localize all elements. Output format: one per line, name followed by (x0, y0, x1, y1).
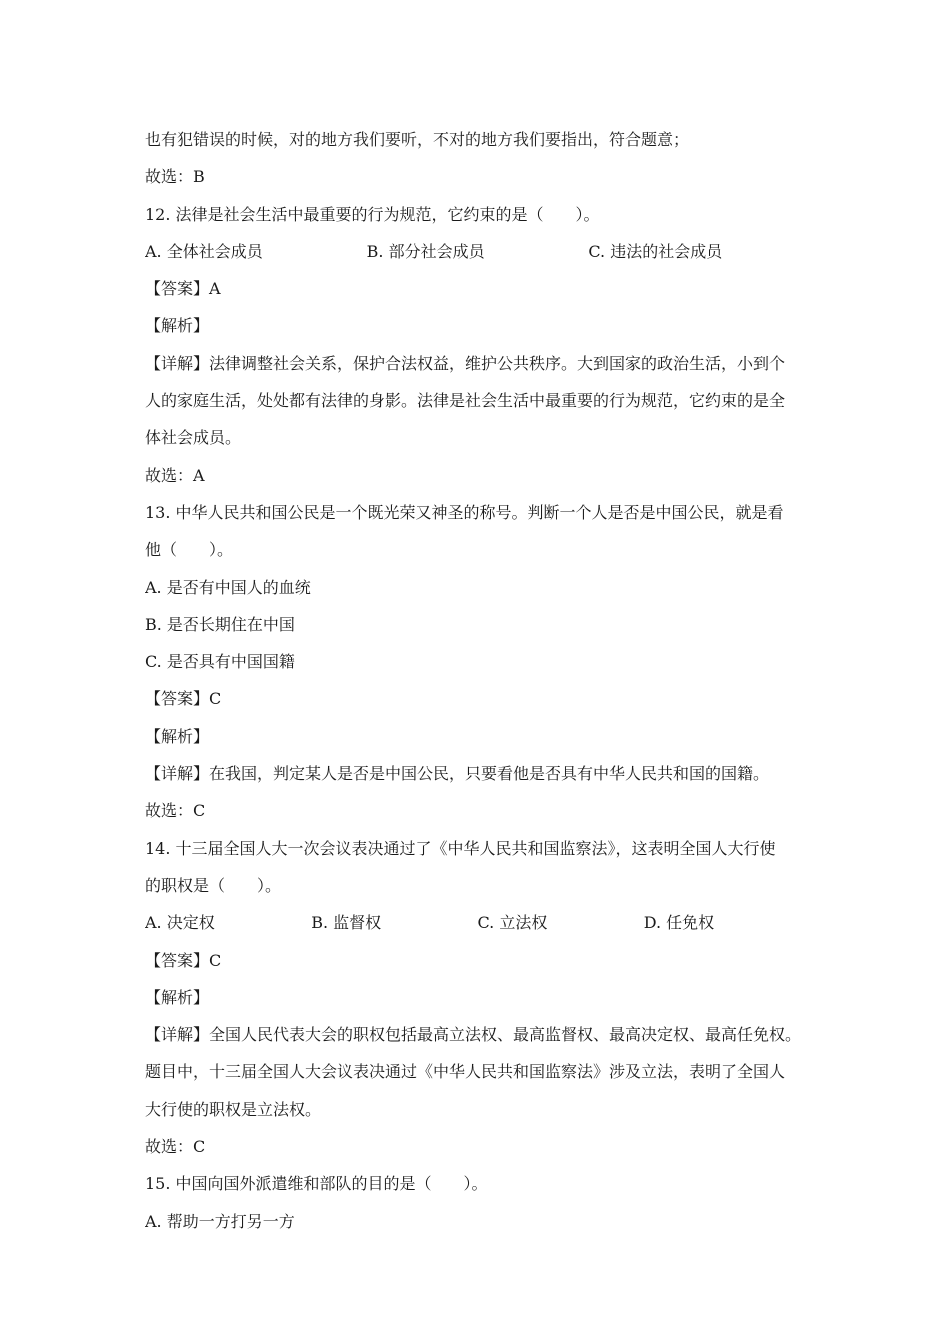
option-b: B. 监督权 (311, 913, 382, 933)
option-c: C. 立法权 (477, 913, 548, 933)
analysis-14: 【解析】 (145, 987, 210, 1007)
choice-12: 故选：A (145, 465, 205, 485)
detail-13: 【详解】在我国，判定某人是否是中国公民，只要看他是否具有中华人民共和国的国籍。 (145, 764, 770, 784)
option-c: C. 是否具有中国国籍 (145, 652, 295, 672)
choice-line: 故选：B (145, 167, 205, 187)
answer-13: 【答案】C (145, 689, 222, 709)
detail-12-line-3: 体社会成员。 (145, 428, 242, 448)
option-a: A. 帮助一方打另一方 (145, 1211, 295, 1231)
option-a: A. 决定权 (145, 913, 215, 933)
choice-14: 故选：C (145, 1137, 206, 1157)
question-14-line-2: 的职权是（ ）。 (145, 875, 282, 895)
analysis-13: 【解析】 (145, 726, 210, 746)
option-a: A. 是否有中国人的血统 (145, 577, 311, 597)
detail-12-line-1: 【详解】法律调整社会关系，保护合法权益，维护公共秩序。大到国家的政治生活，小到个 (145, 353, 786, 373)
detail-14-line-1: 【详解】全国人民代表大会的职权包括最高立法权、最高监督权、最高决定权、最高任免权。 (145, 1025, 802, 1045)
question-13-line-1: 13. 中华人民共和国公民是一个既光荣又神圣的称号。判断一个人是否是中国公民，就是看 (145, 502, 784, 522)
choice-13: 故选：C (145, 801, 206, 821)
answer-12: 【答案】A (145, 279, 221, 299)
question-15: 15. 中国向国外派遣维和部队的目的是（ ）。 (145, 1174, 488, 1194)
analysis-12: 【解析】 (145, 316, 210, 336)
option-d: D. 任免权 (643, 913, 715, 933)
document-content (145, 121, 810, 1240)
detail-12-line-2: 人的家庭生活，处处都有法律的身影。法律是社会生活中最重要的行为规范，它约束的是全 (145, 391, 786, 411)
question-14-options (145, 904, 810, 941)
option-b: B. 是否长期住在中国 (145, 614, 295, 634)
question-14-line-1: 14. 十三届全国人大一次会议表决通过了《中华人民共和国监察法》，这表明全国人大行使 (145, 838, 776, 858)
detail-14-line-3: 大行使的职权是立法权。 (145, 1099, 322, 1119)
question-12: 12. 法律是社会生活中最重要的行为规范，它约束的是（ ）。 (145, 204, 600, 224)
option-c: C. 违法的社会成员 (588, 241, 723, 261)
question-13-line-2: 他（ ）。 (145, 540, 234, 560)
text-line: 也有犯错误的时候，对的地方我们要听，不对的地方我们要指出，符合题意； (145, 130, 690, 149)
option-a: A. 全体社会成员 (145, 241, 263, 261)
detail-14-line-2: 题目中，十三届全国人大会议表决通过《中华人民共和国监察法》涉及立法，表明了全国人 (145, 1062, 786, 1082)
question-12-options (145, 233, 810, 270)
answer-14: 【答案】C (145, 950, 222, 970)
option-b: B. 部分社会成员 (366, 241, 485, 261)
